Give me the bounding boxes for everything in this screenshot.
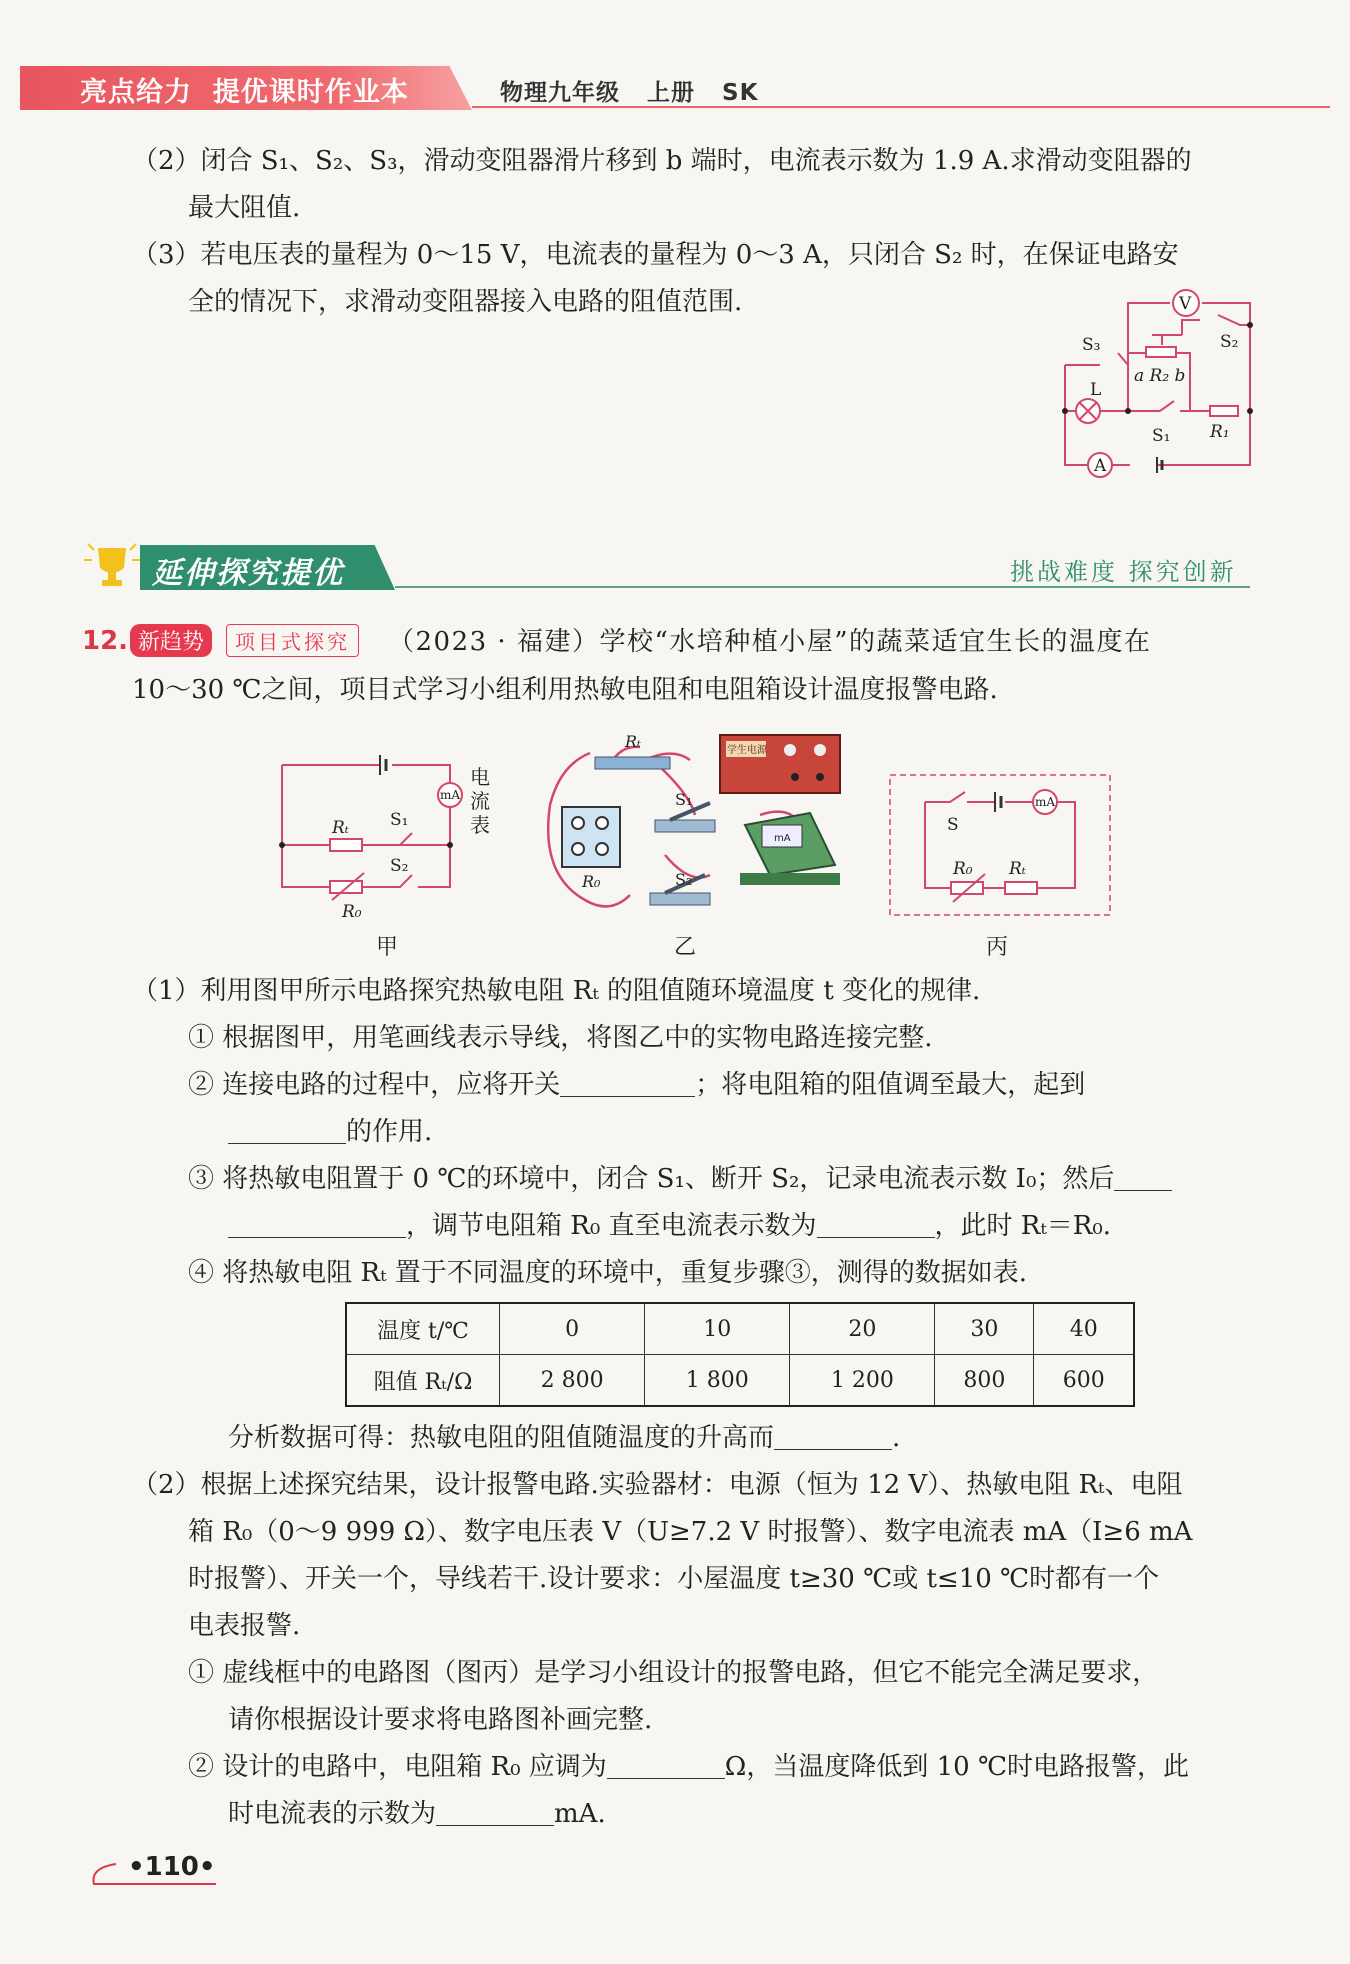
jia-s2-label: S₂ [390,856,409,876]
jia-s1-label: S₁ [390,810,409,830]
step2-blank-2[interactable] [228,1117,346,1144]
table-cell: 0 [500,1303,645,1355]
r2-label: a R₂ b [1134,366,1186,386]
q12-part2-line2: 箱 R₀（0～9 999 Ω）、数字电压表 V（U≥7.2 V 时报警）、数字电流表 mA（I≥6 mA [188,1517,1193,1547]
table-cell: 2 800 [500,1355,645,1407]
q12-part1-step4: ④ 将热敏电阻 Rₜ 置于不同温度的环境中，重复步骤③，测得的数据如表. [188,1258,1028,1288]
q12-part1-step2-line1 [188,1067,1085,1103]
series-title: 亮点给力 提优课时作业本 [80,77,409,108]
q12-intro-line2: 10～30 ℃之间，项目式学习小组利用热敏电阻和电阻箱设计温度报警电路. [132,675,998,705]
yi-rt-label: Rₜ [625,732,641,751]
p2-step2-text-c: 时电流表的示数为 [228,1799,437,1829]
table-cell: 30 [935,1303,1034,1355]
q11-part2-line2: 最大阻值. [188,193,301,223]
bing-rt-label: Rₜ [1009,859,1026,879]
yi-r0-label: R₀ [582,872,601,891]
table-cell: 10 [645,1303,790,1355]
table-header-temp: 温度 t/℃ [346,1303,500,1355]
q12-part2-step1-line1: ① 虚线框中的电路图（图丙）是学习小组设计的报警电路，但它不能完全满足要求， [188,1658,1159,1688]
bing-s-label: S [947,815,959,835]
temperature-resistance-table [345,1302,1135,1407]
step2-text-c: 的作用. [346,1117,433,1147]
s3-label: S₃ [1082,335,1101,355]
r1-label: R₁ [1210,422,1230,442]
q12-part2-line1: （2）根据上述探究结果，设计报警电路.实验器材：电源（恒为 12 V）、热敏电阻 Rₜ、电阻 [132,1470,1183,1500]
section-tagline: 挑战难度 探究创新 [1010,558,1237,586]
p2-step2-text-b: Ω，当温度降低到 10 ℃时电路报警，此 [724,1752,1190,1782]
table-cell: 800 [935,1355,1034,1407]
table-header-resistance: 阻值 Rₜ/Ω [346,1355,500,1407]
figure-bing-circuit [885,770,1115,920]
q11-part3-line2: 全的情况下，求滑动变阻器接入电路的阻值范围. [188,287,743,317]
s1-label: S₁ [1152,426,1171,446]
step3-blank-1a[interactable] [1114,1164,1172,1191]
trend-badge: 新趋势 [130,624,212,657]
power-supply-label: 学生电源 [727,745,767,756]
q11-circuit-diagram [1050,285,1265,480]
p2-step2-text-d: mA. [554,1799,606,1829]
table-cell: 1 800 [645,1355,790,1407]
figure-yi-physical [540,725,860,935]
q12-part2-line4: 电表报警. [188,1611,301,1641]
step2-text-a: ② 连接电路的过程中，应将开关 [188,1070,561,1100]
table-cell: 1 200 [790,1355,935,1407]
q12-part1-step1: ① 根据图甲，用笔画线表示导线，将图乙中的实物电路连接完整. [188,1023,933,1053]
lamp-label: L [1090,380,1102,400]
project-badge: 项目式探究 [226,624,359,657]
table-row [346,1303,1134,1355]
s2-label: S₂ [1220,332,1239,352]
q11-part3-line1: （3）若电压表的量程为 0～15 V，电流表的量程为 0～3 A，只闭合 S₂ 时，在保证电路安 [132,240,1179,270]
step3-text-a: ③ 将热敏电阻置于 0 ℃的环境中，闭合 S₁、断开 S₂，记录电流表示数 I₀；然后 [188,1164,1115,1194]
question-number: 12. [82,626,129,656]
step3-text-b: ，调节电阻箱 R₀ 直至电流表示数为 [406,1211,817,1241]
jia-mA-label: mA [440,788,461,802]
jia-ammeter-text: 电流表 [470,765,490,837]
q12-part2-line3: 时报警）、开关一个，导线若干.设计要求：小屋温度 t≥30 ℃或 t≤10 ℃时都有一个 [188,1564,1160,1594]
figure-bing-caption: 丙 [986,935,1009,960]
table-row [346,1355,1134,1407]
q12-analysis [228,1420,900,1456]
q12-part1-head: （1）利用图甲所示电路探究热敏电阻 Rₜ 的阻值随环境温度 t 变化的规律. [132,976,981,1006]
table-cell: 600 [1034,1355,1134,1407]
step3-text-c: ，此时 Rₜ＝R₀. [934,1211,1112,1241]
jia-r0-label: R₀ [342,902,362,922]
figure-jia-caption: 甲 [376,935,399,960]
page-number: •110• [128,1852,216,1882]
step2-text-b: ；将电阻箱的阻值调至最大，起到 [695,1070,1086,1100]
q12-part1-step3-line1 [188,1161,1172,1197]
p2-step2-text-a: ② 设计的电路中，电阻箱 R₀ 应调为 [188,1752,607,1782]
yi-mA-label: mA [774,833,791,844]
yi-s1-label: S₁ [675,790,693,809]
step3-blank-1b[interactable] [228,1211,406,1238]
section-title: 延伸探究提优 [152,556,344,591]
q12-intro-line1: （2023 · 福建）学校“水培种植小屋”的蔬菜适宜生长的温度在 [388,627,1152,657]
trophy-icon [80,538,144,594]
q12-part1-step3-line2 [228,1208,1111,1244]
p2-step2-blank-1[interactable] [607,1752,725,1779]
q12-part2-step2-line2 [228,1796,606,1832]
step3-blank-2[interactable] [817,1211,935,1238]
analysis-blank[interactable] [774,1423,892,1450]
q11-part2-line1: （2）闭合 S₁、S₂、S₃，滑动变阻器滑片移到 b 端时，电流表示数为 1.9 A.求滑动变阻器的 [132,146,1192,176]
yi-s2-label: S₂ [675,870,693,889]
bing-r0-label: R₀ [953,859,973,879]
table-cell: 20 [790,1303,935,1355]
jia-rt-label: Rₜ [332,818,349,838]
q12-part2-step1-line2: 请你根据设计要求将电路图补画完整. [228,1705,653,1735]
table-cell: 40 [1034,1303,1134,1355]
step2-blank-1[interactable] [560,1070,695,1097]
figure-yi-caption: 乙 [674,935,697,960]
voltmeter-label: V [1179,294,1192,314]
q12-part1-step2-line2 [228,1114,432,1150]
bing-mA-label: mA [1035,795,1056,809]
ammeter-label: A [1094,456,1107,476]
analysis-period: . [892,1423,901,1453]
p2-step2-blank-2[interactable] [436,1799,554,1826]
subject-title: 物理九年级 上册 SK [500,80,759,106]
analysis-text: 分析数据可得：热敏电阻的阻值随温度的升高而 [228,1423,775,1453]
q12-part2-step2-line1 [188,1749,1189,1785]
